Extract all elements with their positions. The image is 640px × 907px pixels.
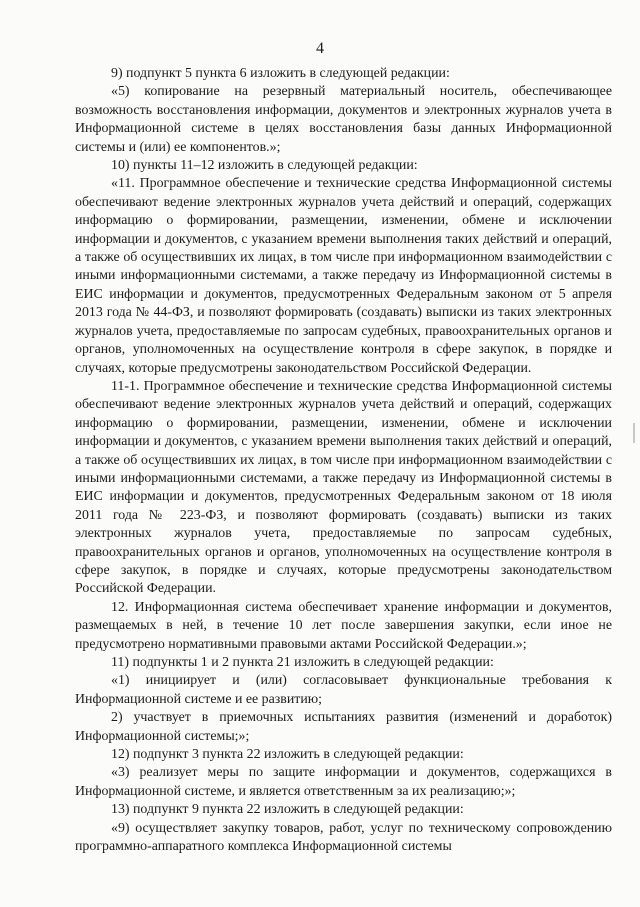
paragraph-item-13-heading: 13) подпункт 9 пункта 22 изложить в следующей редакции: (111, 802, 464, 818)
document-body (75, 65, 612, 856)
paragraph-subpoint-5-text: «5) копирование на резервный материальный носитель, обеспечивающее возможность восстановления информации, документов и электронных журналов учета в Информационной системе в целях восстановления базы данных Информационной системы и (или) ее компонентов.»; (75, 84, 612, 155)
paragraph-subpoint-2-text: 2) участвует в приемочных испытаниях развития (изменений и доработок) Информационной системы;»; (75, 710, 612, 744)
paragraph-point-11-text: «11. Программное обеспечение и технические средства Информационной системы обеспечивают ведение электронных журналов учета действий и операций, содержащих информацию о формировании, размещении, изменении, обмене и исключении информации и документов, с указанием времени выполнения таких действий и операций, а также об осуществивших их лицах, в том числе при информационном взаимодействии с иными информационными системами, а также передачу из Информационной системы в ЕИС информации и документов, предусмотренных Федеральным законом от 5 апреля 2013 года № 44-ФЗ, и позволяют формировать (создавать) выписки из таких электронных журналов учета, предоставляемые по запросам судебных, правоохранительных органов и органов, уполномоченных на осуществление контроля в сфере закупок, в порядке и случаях, которые предусмотрены законодательством Российской Федерации. (75, 176, 612, 376)
paragraph-subpoint-1-text: «1) инициирует и (или) согласовывает функциональные требования к Информационной системе и ее развитию; (75, 673, 612, 707)
paragraph-item-9-heading: 9) подпункт 5 пункта 6 изложить в следующей редакции: (111, 66, 450, 81)
paragraph-subpoint-9-text: «9) осуществляет закупку товаров, работ, услуг по техническому сопровождению программно-аппаратного комплекса Информационной системы (75, 820, 612, 855)
paragraph-item-10-heading: 10) пункты 11–12 изложить в следующей редакции: (111, 158, 418, 174)
paragraph-item-12-heading: 12) подпункт 3 пункта 22 изложить в следующей редакции: (111, 747, 464, 763)
paragraph-point-11-1-text: 11-1. Программное обеспечение и технические средства Информационной системы обеспечивают ведение электронных журналов учета действий и операций, содержащих информацию о формировании, размещении, изменении, обмене и исключении информации и документов, с указанием времени выполнения таких действий и операций, а также об осуществивших их лицах, в том числе при информационном взаимодействии с иными информационными системами, а также передачу из Информационной системы в ЕИС информации и документов, предусмотренных Федеральным законом от 18 июля 2011 года № 223-ФЗ, и позволяют формировать (создавать) выписки из таких электронных журналов учета, предоставляемые по запросам судебных, правоохранительных органов и органов, уполномоченных на осуществление контроля в сфере закупок, в порядке и случаях, которые предусмотрены законодательством Российской Федерации. (75, 378, 612, 597)
page-number: 4 (316, 40, 324, 57)
paragraph-subpoint-3-text: «3) реализует меры по защите информации и документов, содержащихся в Информационной системе, и является ответственным за их реализацию;»; (75, 765, 612, 799)
paragraph-item-11-heading: 11) подпункты 1 и 2 пункта 21 изложить в следующей редакции: (111, 655, 494, 670)
scan-edge-mark (633, 423, 635, 443)
paragraph-point-12-text: 12. Информационная система обеспечивает хранение информации и документов, размещаемых в ней, в течение 10 лет после завершения закупки, если иное не предусмотрено нормативными правовыми актами Российской Федерации.»; (75, 599, 612, 652)
